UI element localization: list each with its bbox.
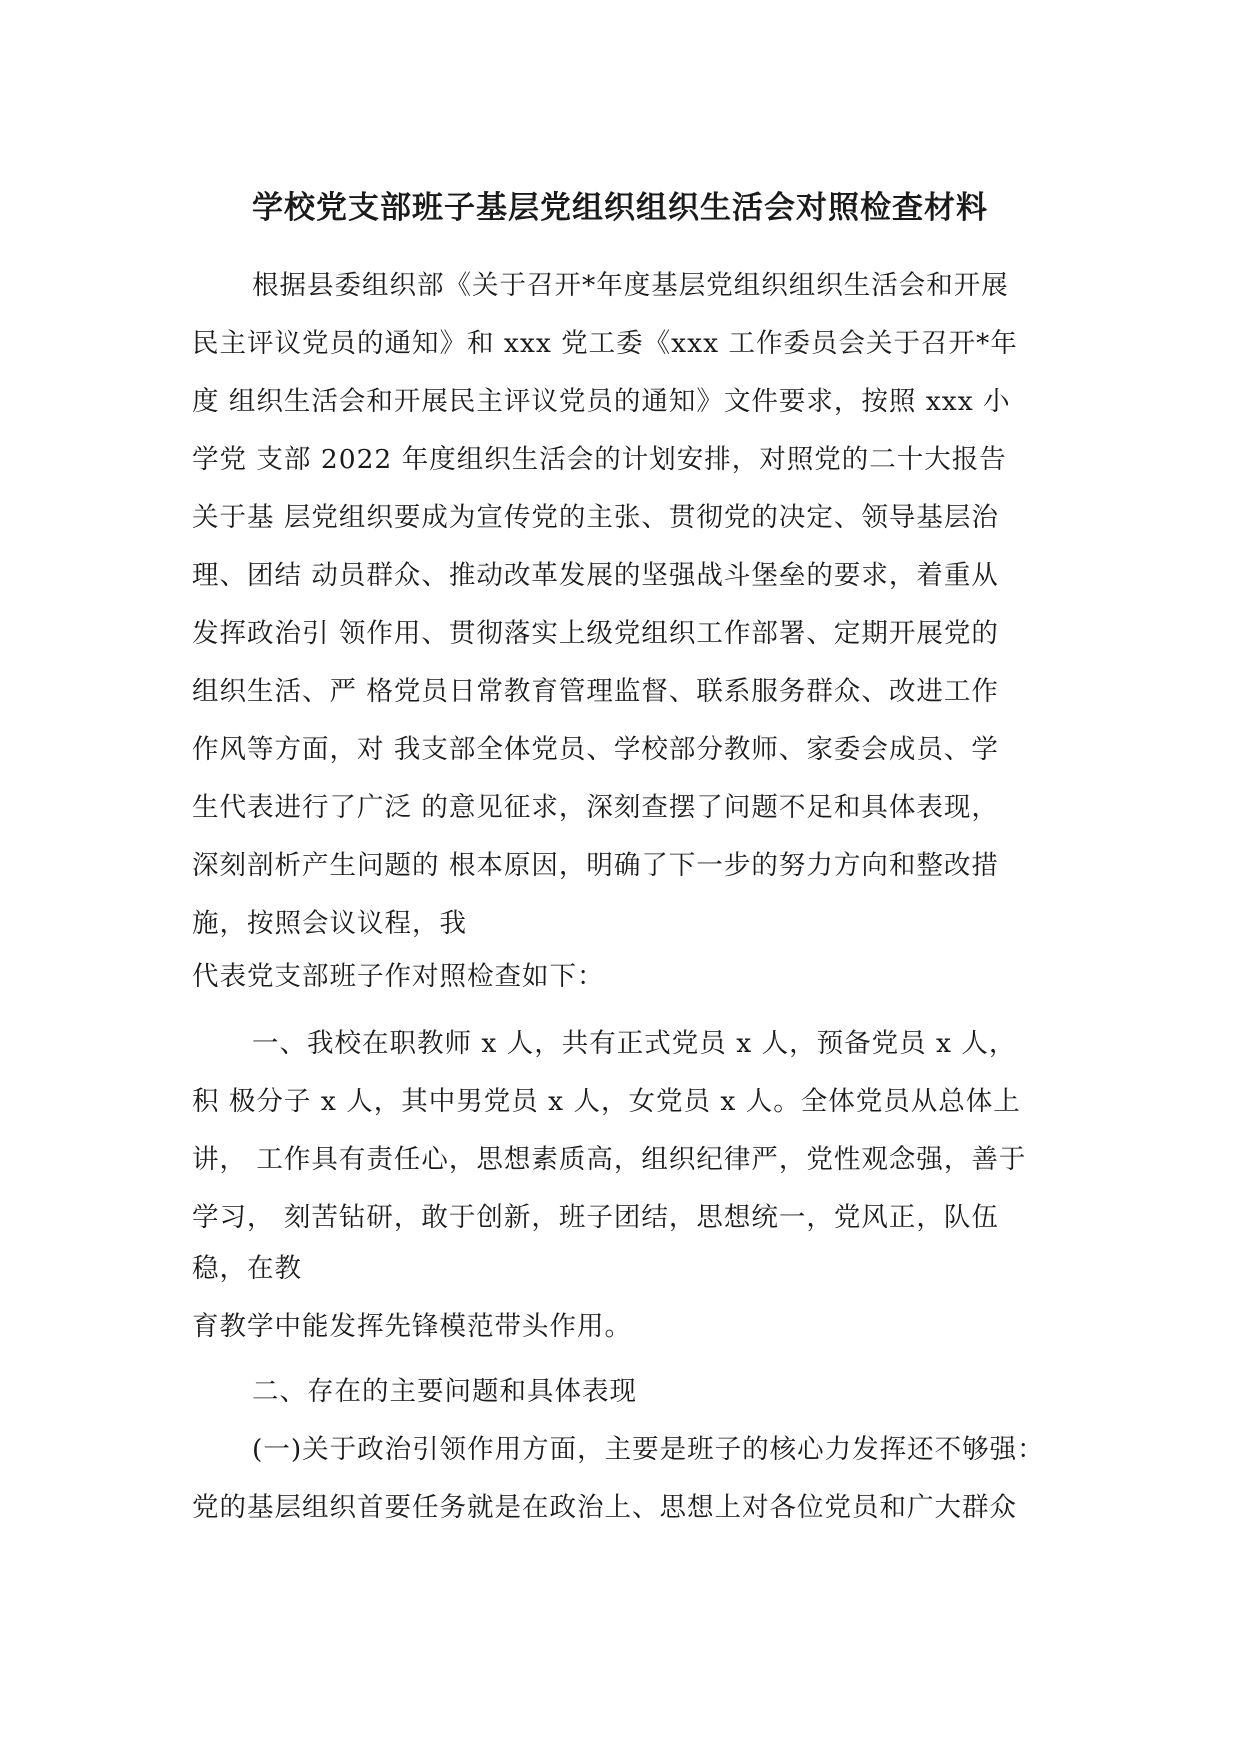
body-line: 发挥政治引 领作用、贯彻落实上级党组织工作部署、定期开展党的 [192, 618, 999, 649]
body-line: 学党 支部 2022 年度组织生活会的计划安排，对照党的二十大报告 [192, 444, 1007, 475]
body-line: 代表党支部班子作对照检查如下： [192, 961, 605, 992]
body-line: 根据县委组织部《关于召开*年度基层党组织组织生活会和开展 [252, 270, 1009, 301]
body-line: 稳，在教 [192, 1253, 302, 1284]
document-title: 学校党支部班子基层党组织组织生活会对照检查材料 [252, 190, 988, 226]
body-line: 关于基 层党组织要成为宣传党的主张、贯彻党的决定、领导基层治 [192, 502, 999, 533]
body-line: 度 组织生活会和开展民主评议党员的通知》文件要求，按照 xxx 小 [192, 386, 1011, 417]
body-line: 生代表进行了广泛 的意见征求，深刻查摆了问题不足和具体表现， [192, 792, 999, 823]
body-line: 组织生活、严 格党员日常教育管理监督、联系服务群众、改进工作 [192, 676, 999, 707]
body-line: 讲， 工作具有责任心，思想素质高，组织纪律严，党性观念强，善于 [192, 1144, 1027, 1175]
body-line: 民主评议党员的通知》和 xxx 党工委《xxx 工作委员会关于召开*年 [192, 328, 1018, 359]
body-line: 施，按照会议议程，我 [192, 908, 467, 939]
body-line: 一、我校在职教师 x 人，共有正式党员 x 人，预备党员 x 人， [252, 1028, 1017, 1059]
body-line: 理、团结 动员群众、推动改革发展的坚强战斗堡垒的要求，着重从 [192, 560, 999, 591]
body-line: 作风等方面，对 我支部全体党员、学校部分教师、家委会成员、学 [192, 734, 999, 765]
body-line: 育教学中能发挥先锋模范带头作用。 [192, 1311, 632, 1342]
body-line: 深刻剖析产生问题的 根本原因，明确了下一步的努力方向和整改措 [192, 850, 999, 881]
body-line: 二、存在的主要问题和具体表现 [252, 1376, 637, 1407]
body-line: 党的基层组织首要任务就是在政治上、思想上对各位党员和广大群众 [192, 1492, 1017, 1523]
body-line: 积 极分子 x 人，其中男党员 x 人，女党员 x 人。全体党员从总体上 [192, 1086, 1021, 1117]
body-line: (一)关于政治引领作用方面，主要是班子的核心力发挥还不够强： [252, 1434, 1045, 1465]
body-line: 学习， 刻苦钻研，敢于创新，班子团结，思想统一，党风正，队伍 [192, 1202, 999, 1233]
